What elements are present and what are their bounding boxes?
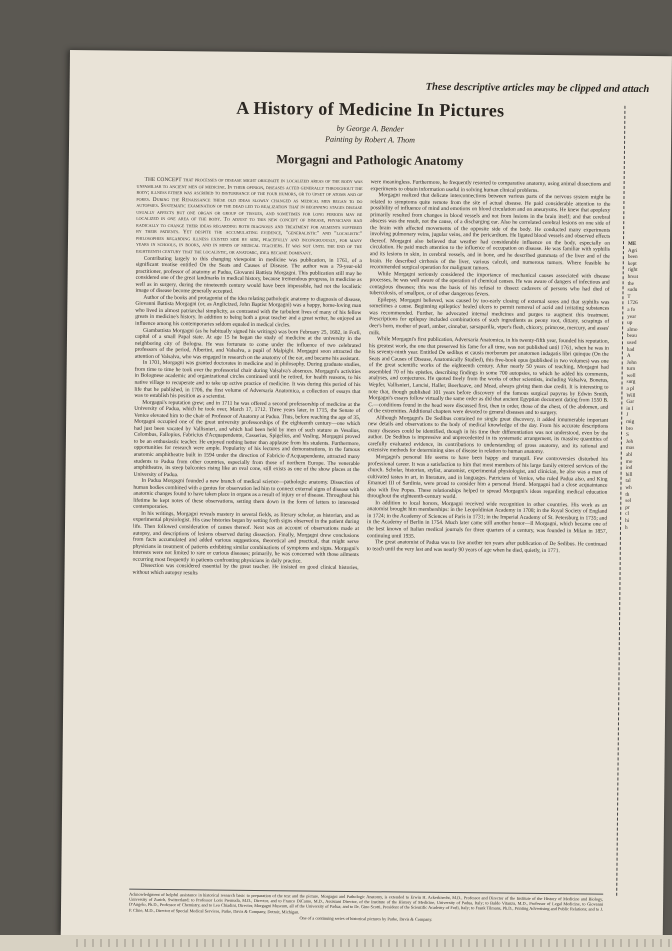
adjacent-article-fragment — [624, 241, 670, 641]
article-title: A History of Medicine In Pictures — [236, 97, 505, 121]
painting-credit: Painting by Robert A. Thom — [325, 134, 416, 145]
fragment-line: ind — [625, 465, 633, 472]
paragraph: While Morgagni's first publication, Adversaria Anatomica, in his twenty-fifth year, founded his reputation, his greatest work, the one that preserved his fame for all time, was not published until 1761, when he was in his seventy-ninth year. Entitled De sedibus et causis morborum per anatomen indagatis libri quinque (On the Seats and Causes of Disease, Anatomically Studied), this five-book opus (published in two volumes) was one of the great scientific works of the eighteenth century. After nearly 50 years of teaching, Morgagni had assembled 70 of his epistles, describing findings in some 700 autopsies, to which he added his comments, analyses, and conjectures. He quoted freely from the works of other scientists, including Valsalva, Bonetus, Wepfer, Vallisnieri, Lancisi, Haller, Boerhaave, and Mead, always giving them due credit. It is interesting to note that, though published 101 years before discovery of the famous surgical papyrus by Edwin Smith, Morgagni's essays follow virtually the same order as did that ancient Egyptian document dating from 1550 B. C.—conditions found in the head were discussed first, then in order, those of the chest, of the abdomen, and of the extremities. Additional chapters were devoted to general diseases and to surgery. — [368, 336, 610, 417]
paragraph: In addition to local honors, Morgagni received wide recognition in other countries. His work as an anatomist brought him memberships: in the Leopoldinian Academy in 1708; in the Royal Society of England in 1724; in the Academy of Sciences of Paris in 1731; in the Imperial Academy of St. Petersburg in 1735; and in the Academy of Berlin in 1754. Much later came still another honor—Il Morgagni, which became one of the best known of Italian medical journals for three quarters of a century, was founded in Milan in 1857, continuing until 1935. — [366, 500, 608, 540]
paragraph: Morgagni's personal life seems to have been happy and tranquil. Few controversies disturbed his professional career. It was a satisfaction to him that most members of his large family entered services of the church. Scholar, historian, stylist, anatomist, experimental physiologist, and clinician, he also was a man of cultivated tastes in art, in literature, and in languages. Patricians of Venice, who ruled Padua also, and King Emanuel III of Sardinia, were proud to consider him a personal friend. Morgagni had a close acquaintance also with five Popes. These relationships helped to spread Morgagni's ideas regarding medical education throughout the eighteenth-century world. — [367, 454, 608, 501]
fragment-line: turn — [626, 366, 636, 373]
paragraph: Giambattista Morgagni (as he habitually signed his writings) was born February 25, 1682, in Forlì, capital of a small Papal state. At age 15 he began the study of medicine at the university in the neighboring city of Bologna. He was fortunate to come under the influence of two celebrated professors of the period, Albertini, and Valsalva, a pupil of Malpighi. Morgagni soon attracted the attention of Valsalva, who was engaged in research on the anatomy of the ear, and became his assistant. — [134, 327, 362, 362]
fragment-line: beau — [627, 333, 637, 340]
fragment-line: wh — [625, 484, 632, 491]
fragment-line: used — [626, 339, 637, 346]
fragment-line: th — [625, 491, 630, 498]
fragment-line: 1726 — [627, 300, 638, 307]
paragraph: THE CONCEPT that processes of disease might originate in localized areas of the body was unfamiliar to ancient men of medicine. In their opinion, diseases acted generally throughout the body; illness either was ascribed to disturbance of the four humors, or to upset of atoms and of pores. During the Renaissance these old ideas slowly changed as medical men began to do autopsies. Systematic examination of the dead led to realization that in beginning stages disease usually affects but one organ or group of tissues, and sometimes for long periods may be localized in one area of the body. To adjust to this new concept of disease, physicians had radically to change their ideas regarding both diagnosis and treatment for ailments suffered by their patients. Yet despite the accumulating evidence, "generalistic" and "localistic" philosophies regarding illness existed side by side, peacefully and incongruously, for many years in schools, in books, and in minds of medical teachers. It was not until the end of the eighteenth century that the localistic, or anatomic, idea became dominant. — [135, 176, 363, 257]
fragment-line: almo — [627, 326, 638, 333]
fragment-line: S — [625, 432, 629, 439]
fragment-line: been — [627, 254, 638, 261]
paragraph: While Morgagni seriously considered the importance of mechanical causes associated with disease processes, he was well aware of the operation of chemical causes. He was aware of dangers of infectious and contagious diseases; this was the basis of his refusal to dissect cadavers of persons who had died of tuberculosis, of smallpox, or of other dangerous fevers. — [369, 270, 610, 298]
paragraph: Epilepsy, Morgagni believed, was caused by too-early closing of external sores and that syphilis was sometimes a cause. Beginning epileptics' healed ulcers to permit removal of acrid and irritating substances was recommended. Further, he advocated internal medicines and purges to augment this treatment. Prescriptions for epilepsy included combinations of such ingredients as peony root, dittany, scrapings of deer's horn, mother of pearl, amber, cinnabar, sarsaparilla, viper's flesh, chicory, primrose, mercury, and asses' milk. — [369, 297, 610, 336]
paragraph: Dissection was considered essential by the great teacher. He insisted on good clinical histories, without which autopsy results — [132, 563, 359, 577]
clip-note: These descriptive articles may be clipped and attach — [425, 81, 650, 96]
paragraph: Contributing largely to this changing viewpoint in medicine was publication, in 1761, of a significant treatise entitled On the Seats and Causes of Disease. The author was a 79-year-old practitioner, professor of anatomy at Padua, Giovanni Battista Morgagni. This publication still may be considered one of the great landmarks in medical history, because tremendous progress, in medicine as well as in surgery, during the nineteenth century would have been impossible, had not the localistic image of disease become generally accepted. — [135, 255, 362, 296]
fragment-line: Will — [626, 392, 636, 399]
fragment-line: a pl — [626, 385, 635, 392]
paragraph: Although Morgagni's De Sedibus contained no single great discovery, it added innumerable important new details and observations to the body of medical knowledge of the day. From his accurate descriptions many diseases could be identified, though in his time their differentiation was not understood, even by the author. De Sedibus is impressive and unprecedented in its systematic arrangement, its massive quantities of carefully evaluated evidence, its contributions to understanding of gross anatomy, and its rational and extensive methods for determining sites of disease in relation to human anatomy. — [367, 414, 609, 456]
paragraph: The great anatomist of Padua was to live another ten years after publication of De Sedibus. He continued to teach until the very last and was nearly 90 years of age when he died, quietly, in 1771. — [366, 539, 607, 554]
fragment-line: had — [626, 346, 635, 353]
fragment-line: mig — [626, 418, 635, 425]
fragment-line: hi — [625, 517, 630, 524]
fragment-line: bill — [625, 471, 633, 478]
fragment-line: Agri — [627, 247, 638, 254]
fragment-line: sel — [625, 497, 632, 505]
paragraph: In 1701, Morgagni was granted doctorates in medicine and in philosophy. During graduate studies, from time to time he took over the professorial chair during Valsalva's absences. Morgagni's activities in Bolognese academic and organizational circles continued until he retired, for health reasons, to his native village to recuperate and to take up active practice of medicine. It was during this period of his life that he published, in 1706, the first volume of Adversaria Anatomica, a collection of essays that was to establish his position as a scientist. — [134, 360, 361, 400]
acknowledgment-box — [129, 889, 603, 937]
acknowledgment-text: Acknowledgment of helpful assistance in historical research basic to preparation of the text and the picture, Morgagni and Pathologic Anatomy, is extended to Erwin H. Ackerknecht, M.D., Professor and Director of the Institute of the History of Medicine and Biology, University of Zurich, Switzerland; to Professor Loris Premuda, M.D., Director, and to Franco DiCamo, M.D., Assistant Director, of the Institute of the History of Medicine, University of Padua, Italy; to Baldo Vitanza, M.D., Professor of Legal Medicine, to Giovanni D'Angelo, Ph.D., Professor of Chemistry, and to Leo Chiadini, Director, Morgagni Museum, all of the University of Padua; and to Dr. Gino Scotti, President of the Scientific Academy of Forlì, Italy; to Frank Tilmans, Ph.D., Printing Advertising and Public Relations; and to J. P. Cline, M.D., Director of Special Medical Services, Parke, Davis & Company, Detroit, Michigan. — [128, 891, 604, 915]
fragment-line: a fo — [627, 306, 636, 313]
fragment-line: John — [626, 359, 637, 366]
article-page — [61, 50, 672, 941]
fragment-line: mo — [625, 458, 633, 465]
fragment-line: the — [627, 280, 634, 287]
fragment-line: J — [626, 412, 629, 419]
fragment-line: cl — [625, 511, 629, 518]
adjacent-heading: ME — [627, 240, 637, 247]
fragment-line: mas — [625, 445, 635, 452]
fragment-line: Gar — [626, 399, 635, 406]
fragment-line: up — [627, 319, 633, 327]
fragment-line: pr — [625, 504, 630, 511]
fragment-line: right — [627, 267, 638, 274]
paragraph: Author of the books and protagonist of the idea relating pathologic anatomy to diagnosis of disease, Giovanni Battista Morgagni (or, as Anglicized, John Baptist Morgagni) was a happy, home-loving man who lived in almost patriarchal simplicity, as contrasted with the turbulent lives of many of his fellow greats in medicine's history. In addition to being both a great teacher and a great writer, he enjoyed an influence among his contemporaries seldom equaled in medical circles. — [135, 294, 362, 329]
paragraph: Morgagni realized that delicate interconnections between various parts of the nervous system might be related to symptoms quite remote from the site of actual disease. He paid considerable attention to the possibility of influence of mind and emotions on blood circulation and on aneurysms. He knew that apoplexy primarily resulted from changes in blood vessels and not from lesions in the brain itself; and that cerebral abscess was the result, not the cause, of a discharging ear. Also he correlated cerebral lesions on one side of the brain with affected movements of the opposite side of the body. He conducted many experiments involving pulmonary veins, jugular veins, and the pericardium. He ligated blood vessels and observed effects thereof. Morgagni also believed that weather had considerable influence on the body, especially on circulation. He paid much attention to the influence of occupation on disease. He was familiar with syphilis and its lesions in skin, in cerebral vessels, and in bone, and he described gummata of the liver and of the brain. He described cirrhosis of the liver, various calculi, and numerous tumors. Where feasible he recommended surgical operation for malignant tumors. — [369, 192, 611, 272]
fragment-line: sudu — [627, 287, 638, 294]
paragraph: were meaningless. Furthermore, he frequently resorted to comparative anatomy, using animal dissections and experiments to obtain information useful in solving human clinical problems. — [370, 179, 611, 194]
fragment-line: A — [626, 352, 631, 359]
paragraph: In his writings, Morgagni reveals mastery in several fields, as literary scholar, as historian, and as experimental physiologist. His case histories began by setting forth signs observed in the patient during life. Then followed consideration of causes thereof. Next was an account of observations made at autopsy, and descriptions of lesions observed during dissection. Finally, Morgagni drew conclusions from facts accumulated and added various suggestions, theoretical and practical, that might serve physicians in treatment of patients exhibiting similar combinations of symptoms and signs. Morgagni's interests were not limited to rare or curious diseases; primarily, he was concerned with those ailments occurring most frequently in patients confronting physicians in daily practice. — [132, 510, 360, 565]
fragment-line: well — [626, 372, 636, 379]
series-note: One of a continuing series of historical pictures by Parke, Davis & Company. — [299, 915, 433, 922]
clip-cut-line — [616, 106, 625, 896]
paragraph: Morgagni's reputation grew; and in 1711 he was offered a second professorship of medicine at the University of Padua, which he took over, March 17, 1712. Three years later, in 1715, the Senate of Venice elevated him to the chair of Professor of Anatomy at Padua. Thus, before reaching the age of 35, Morgagni occupied one of the great university professorships of the eighteenth century—one which had just been vacated by Vallisnieri, and which had been held by men of such stature as Vesalius, Colombus, Fallopius, Fabricius d'Acquapendente, Casserius, Spigelius, and Vesling. Morgagni proved to be an enthusiastic teacher. He enjoyed nothing better than applause from his students. Furthermore, opportunities for research were ample. Popularity of his lectures and demonstrations, in the famous anatomic amphitheatre built in 1594 under the direction of Fabricio d'Acquapendente, attracted many students to Padua from other countries, especially from those of northern Europe. The venerable amphitheatre, its steep balconies rising like an oval cone, still exists as one of the show places at the University of Padua. — [133, 399, 361, 478]
fragment-line: surg — [626, 379, 636, 386]
fragment-line: h — [625, 524, 628, 531]
fragment-line: tal — [625, 478, 631, 485]
text-column-right — [363, 179, 610, 886]
fragment-line: abl — [625, 451, 633, 458]
author-byline: by George A. Bender — [336, 123, 404, 134]
paragraph: In Padua Morgagni founded a new branch of medical science—pathologic anatomy. Dissection of human bodies combined with a genius for observation led him to connect external signs of disease with anatomic changes found to have taken place in organs as a result of injury or of disease. Throughout his lifetime he kept notes of these observations, setting them down in the form of letters to interested contemporaries. — [133, 477, 360, 511]
fragment-line: T — [627, 293, 631, 300]
fragment-line: breat — [627, 273, 639, 280]
fragment-line: kept — [627, 260, 637, 267]
fragment-line: year — [627, 313, 637, 320]
article-subtitle: Morgagni and Pathologic Anatomy — [276, 152, 464, 169]
text-column-left — [129, 177, 362, 884]
perforation-holes — [70, 939, 672, 947]
fragment-line: bro — [626, 425, 634, 432]
fragment-line: in I — [626, 405, 634, 412]
perforated-strip — [0, 935, 672, 951]
fragment-line: Joh — [625, 438, 634, 445]
